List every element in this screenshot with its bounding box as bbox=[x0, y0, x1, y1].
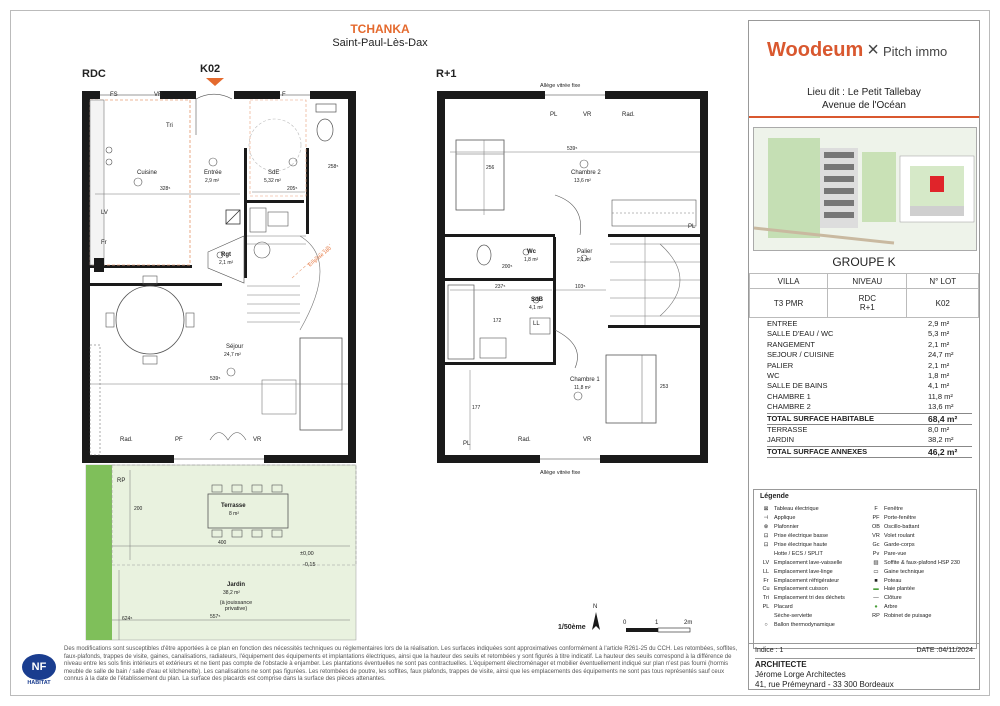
allege-bottom: Allège vitrée fixe bbox=[540, 470, 581, 476]
jardin-note: (à jouissance privative) bbox=[219, 600, 253, 612]
legend-item: Pv Pare-vue bbox=[872, 550, 907, 557]
date: DATE :04/11/2024 bbox=[916, 647, 973, 654]
site-map-drawing bbox=[754, 128, 976, 250]
scale-ratio: 1/50ème bbox=[558, 624, 586, 631]
legend-item: Gc Garde-corps bbox=[872, 542, 915, 548]
room-palier-area: 2,1 m² bbox=[577, 257, 592, 263]
surfaces-list bbox=[767, 319, 972, 458]
room-chambre-2: Chambre 2 bbox=[571, 170, 601, 176]
dim-539: 539⁵ bbox=[210, 376, 221, 382]
header-lot: N° LOT bbox=[907, 274, 979, 289]
legend-item: ⊣ Applique bbox=[763, 515, 796, 522]
room-entree-area: 2,9 m² bbox=[205, 178, 220, 184]
label-f: F bbox=[282, 92, 286, 98]
cell-niveau: RDC R+1 bbox=[828, 289, 907, 318]
dim-205: 205⁵ bbox=[287, 186, 298, 192]
legend-item: ○ Ballon thermodynamique bbox=[764, 622, 835, 629]
surface-row: SEJOUR / CUISINE 24,7 m² bbox=[767, 350, 954, 360]
surface-row: SALLE DE BAINS 4,1 m² bbox=[767, 381, 950, 391]
r1-dim-237: 237⁵ bbox=[495, 284, 506, 290]
room-sejour: Séjour bbox=[226, 344, 244, 350]
r1-label-pl2: PL bbox=[688, 224, 696, 230]
legend-item: Tri Emplacement tri des déchets bbox=[762, 595, 845, 602]
indice: Indice : 1 bbox=[755, 647, 784, 654]
level-label-rdc: RDC bbox=[82, 68, 106, 80]
pitch-logo: Pitch immo bbox=[882, 44, 948, 59]
legend-item: ⊗ Plafonnier bbox=[763, 524, 799, 531]
header-niveau: NIVEAU bbox=[828, 274, 907, 289]
annex-row: JARDIN 38,2 m² bbox=[767, 435, 954, 445]
r1-dim-103: 103⁵ bbox=[575, 284, 586, 290]
label-rad: Rad. bbox=[120, 437, 133, 443]
legend-item: OB Oscillo-battant bbox=[872, 524, 920, 531]
architecte-label: ARCHITECTE bbox=[755, 660, 807, 669]
r1-dim-200: 200⁵ bbox=[502, 264, 513, 270]
r1-dim-253: 253 bbox=[660, 384, 669, 390]
project-name: TCHANKA bbox=[350, 22, 410, 36]
r1-label-pl: PL bbox=[550, 112, 558, 118]
r1-dim-539: 539⁵ bbox=[567, 146, 578, 152]
room-chambre-1: Chambre 1 bbox=[570, 377, 600, 383]
room-terrasse: Terrasse bbox=[221, 503, 246, 509]
label-tri: Tri bbox=[166, 123, 173, 129]
nf-habitat-sub: HABITAT bbox=[27, 680, 51, 686]
dining-table bbox=[116, 286, 184, 354]
rdc-walls bbox=[82, 91, 356, 463]
disclaimer: Des modifications sont susceptibles d'être apportées à ce plan en fonction des nécessités techniques ou réglementaires lors de la réalisation. Les surfaces indiquées sont approximatives conformément à l'article R261-25 du CCH. Les retombées, soffites, faux-plafonds, trappes de visite, gaines, canalisations, radiateurs, l'équipement des équipements et implantations électriques, ainsi que la hauteur des seuils et retombées y sont figurés à titre indicatif. La hauteur des seuils correspond à la différence de niveau entre les sols finis intérieurs et extérieurs et ne tient pas compte de l'obstacle à enjamber. Les plantations éventuelles ne sont pas contractuelles. L'équipement électroménager et mobilier éventuellement indiqué sur plan n'est pas fourni (hormis meuble de salle de bain / salle d'eau et kitchenette). Les canalisations ne sont pas figurées. Les retombées de poutre, les soffites, faux plafonds, trappes de visite, ainsi que les emplacements des équipements ne sont pas tous représentés sauf ceux connus à la date de l'établissement du plan. La surface des placards est comprise dans la surface des pièces attenantes. bbox=[64, 646, 738, 683]
location-line1: Lieu dit : Le Petit Tallebay bbox=[807, 87, 921, 98]
legend-item: Cu Emplacement cuisson bbox=[762, 586, 828, 593]
room-palier: Palier bbox=[577, 249, 593, 255]
location-line2: Avenue de l'Océan bbox=[821, 100, 906, 111]
nf-habitat-logo: NF bbox=[22, 654, 56, 680]
lot-info-table bbox=[749, 273, 979, 318]
room-jardin: Jardin bbox=[227, 582, 246, 588]
dim-624: 624⁵ bbox=[122, 616, 133, 622]
legend-item: LL Emplacement lave-linge bbox=[762, 568, 833, 575]
legend-item: ⊡ Prise électrique haute bbox=[763, 542, 828, 548]
accent-rule bbox=[749, 116, 979, 118]
room-terrasse-area: 8 m² bbox=[229, 511, 239, 517]
room-sde-area: 5,32 m² bbox=[264, 178, 281, 184]
legend-item: ■ Poteau bbox=[874, 577, 902, 584]
allege-top: Allège vitrée fixe bbox=[540, 83, 581, 89]
legend-item: Fr Emplacement réfrigérateur bbox=[763, 577, 840, 584]
legend-item: PF Porte-fenêtre bbox=[872, 515, 917, 522]
legend-item: ▭ Gaine technique bbox=[873, 568, 925, 575]
level-label-r1: R+1 bbox=[436, 68, 457, 80]
label-lv: LV bbox=[101, 210, 108, 216]
surface-row: CHAMBRE 2 13,6 m² bbox=[767, 402, 954, 412]
legend-item: RP Robinet de puisage bbox=[872, 613, 932, 620]
legend-item: ▬ Haie plantée bbox=[873, 586, 915, 593]
room-jardin-area: 38,2 m² bbox=[223, 590, 240, 596]
elev-m015: -0,15 bbox=[303, 562, 316, 568]
scale-0: 0 bbox=[623, 620, 627, 626]
bed-chambre-1 bbox=[606, 355, 656, 423]
label-rp: RP bbox=[117, 478, 126, 484]
room-chambre-2-area: 13,6 m² bbox=[574, 178, 591, 184]
room-sde: SdE bbox=[268, 170, 280, 176]
dim-200: 200 bbox=[134, 506, 143, 512]
dim-557: 557⁵ bbox=[210, 614, 221, 620]
surface-row: RANGEMENT 2,1 m² bbox=[767, 339, 950, 349]
surface-row: SALLE D'EAU / WC 5,3 m² bbox=[767, 329, 950, 339]
scale-2: 2m bbox=[684, 620, 693, 626]
brand-logo bbox=[767, 39, 947, 62]
surface-row: WC 1,8 m² bbox=[767, 370, 950, 380]
legend-item: VR Volet roulant bbox=[872, 533, 915, 540]
surface-row: PALIER 2,1 m² bbox=[767, 360, 950, 370]
r1-label-rad2: Rad. bbox=[518, 437, 531, 443]
legend-item: Hotte / ECS / SPLIT bbox=[774, 550, 823, 557]
site-map bbox=[753, 127, 977, 251]
r1-dim-177: 177 bbox=[472, 405, 481, 411]
legend-item: — Clôture bbox=[873, 595, 902, 602]
label-fr: Fr bbox=[101, 240, 107, 246]
room-sejour-area: 24,7 m² bbox=[224, 352, 241, 358]
surface-row: ENTREE 2,9 m² bbox=[767, 319, 950, 328]
architecte-address: 41, rue Prémeynard - 33 300 Bordeaux bbox=[755, 680, 894, 689]
annex-row: TERRASSE 8,0 m² bbox=[767, 424, 950, 434]
room-wc: Wc bbox=[527, 249, 536, 255]
surface-row: CHAMBRE 1 11,8 m² bbox=[767, 391, 953, 401]
legend-left bbox=[758, 505, 866, 629]
label-pf: PF bbox=[175, 437, 183, 443]
total-habitable: TOTAL SURFACE HABITABLE 68,4 m² bbox=[767, 413, 972, 425]
dim-258: 258⁵ bbox=[328, 164, 339, 170]
r1-dim-172: 172 bbox=[493, 318, 502, 324]
r1-label-ll: LL bbox=[533, 321, 540, 327]
cell-villa: T3 PMR bbox=[750, 289, 828, 318]
dim-400: 400 bbox=[218, 540, 227, 546]
legend-item: F Fenêtre bbox=[874, 506, 903, 513]
room-chambre-1-area: 11,8 m² bbox=[574, 385, 591, 391]
elev-0: ±0,00 bbox=[300, 551, 314, 557]
r1-dim-256: 256 bbox=[486, 165, 495, 171]
legend-item: ▨ Soffite & faux-plafond HSP 230 bbox=[873, 559, 960, 566]
cell-lot: K02 bbox=[907, 289, 979, 318]
room-wc-area: 1,8 m² bbox=[524, 257, 539, 263]
location bbox=[749, 86, 979, 112]
hedge bbox=[86, 465, 112, 640]
entry-marker-icon bbox=[206, 78, 224, 86]
lot-marker: K02 bbox=[200, 63, 221, 75]
r1-label-rad: Rad. bbox=[622, 112, 635, 118]
scale-1: 1 bbox=[655, 620, 659, 626]
legend-item: PL Placard bbox=[762, 604, 793, 611]
legend bbox=[753, 489, 977, 649]
label-vr2: VR bbox=[253, 437, 262, 443]
bathtub bbox=[448, 285, 474, 359]
room-sdb-area: 4,1 m² bbox=[529, 305, 544, 311]
scale-bar bbox=[592, 612, 693, 632]
legend-item: ⊠ Tableau électrique bbox=[763, 506, 819, 513]
room-rgt: Rgt bbox=[221, 252, 231, 258]
r1-label-vr: VR bbox=[583, 112, 592, 118]
header-villa: VILLA bbox=[750, 274, 828, 289]
label-vr: VR bbox=[154, 92, 163, 98]
legend-item: LV Emplacement lave-vaisselle bbox=[762, 559, 843, 566]
room-sdb: SdB bbox=[531, 297, 543, 303]
architecte-name: Jérome Lorge Architectes bbox=[755, 670, 846, 679]
legend-item: Sèche-serviette bbox=[774, 613, 813, 620]
north-arrow-icon bbox=[592, 612, 600, 630]
r1-label-pl3: PL bbox=[463, 441, 471, 447]
info-panel bbox=[748, 20, 980, 690]
legend-right bbox=[868, 505, 976, 621]
legend-title: Légende bbox=[760, 493, 789, 500]
label-fs: FS bbox=[110, 92, 118, 98]
legend-item: ⊡ Prise électrique basse bbox=[763, 533, 829, 540]
room-entree: Entrée bbox=[204, 170, 222, 176]
group-title: GROUPE K bbox=[832, 255, 896, 269]
total-annexes: TOTAL SURFACE ANNEXES 46,2 m² bbox=[767, 446, 972, 458]
legend-item: ● Arbre bbox=[874, 604, 898, 611]
north-label: N bbox=[593, 604, 598, 610]
room-cuisine: Cuisine bbox=[137, 170, 158, 176]
brand-x: × bbox=[867, 39, 879, 61]
room-rgt-area: 2,1 m² bbox=[219, 260, 234, 266]
woodeum-logo: Woodeum bbox=[767, 39, 864, 61]
bed-chambre-2 bbox=[456, 140, 504, 210]
garden-area bbox=[86, 465, 356, 640]
title-block-footer bbox=[749, 643, 979, 692]
emprise-label: Emprise 180 bbox=[307, 245, 333, 269]
project-city: Saint-Paul-Lès-Dax bbox=[332, 37, 428, 49]
dim-328: 328⁵ bbox=[160, 186, 171, 192]
r1-label-vr2: VR bbox=[583, 437, 592, 443]
